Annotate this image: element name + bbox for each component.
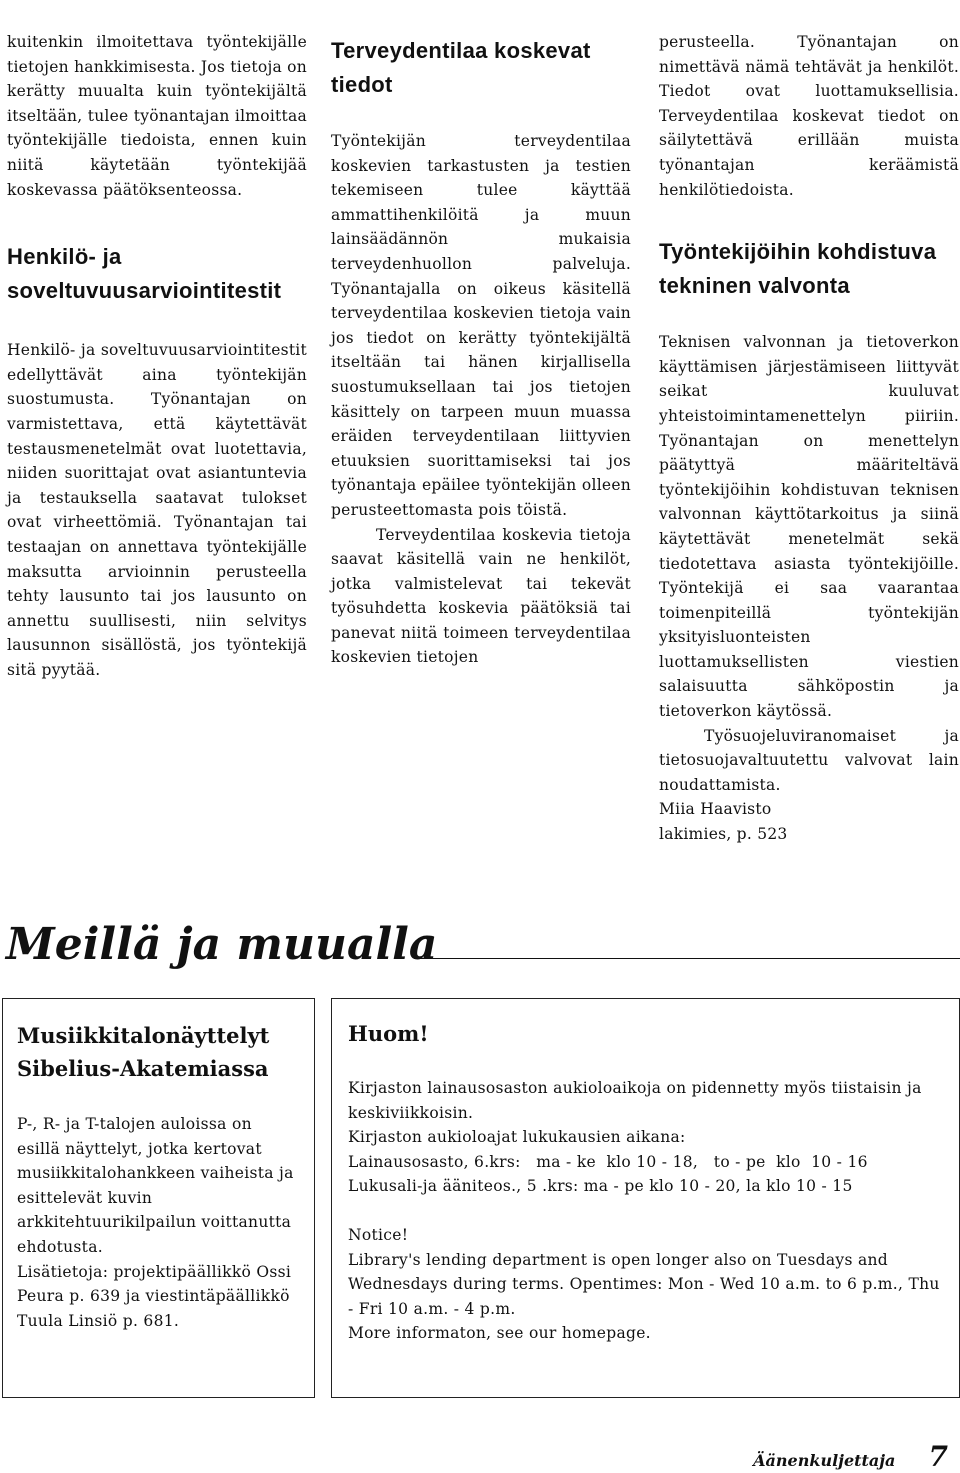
box-text: Library's lending department is open longer also on Tuesdays and Wednesdays during terms. Opentimes: Mon - Wed 10 a.m. to 6 p.m., Thu - Fri 10 a.m. - 4 p.m. — [348, 1250, 940, 1318]
paragraph: kuitenkin ilmoitettava työntekijälle tietojen hankkimisesta. Jos tietoja on kerätty muualta kuin työntekijältä itseltään, tulee työnantajan ilmoittaa työntekijälle tiedoista, ennen kuin niitä käytetään työntekijää koskevassa päätöksenteossa. — [7, 33, 307, 199]
box-text: More informaton, see our homepage. — [348, 1324, 651, 1343]
library-notice-box — [331, 998, 960, 1398]
box-text: Lainausosasto, 6.krs: ma - ke klo 10 - 18, to - pe klo 10 - 16 — [348, 1152, 868, 1171]
box-text: Kirjaston aukioloajat lukukausien aikana: — [348, 1128, 686, 1147]
section-heading: Henkilö- ja soveltuvuusarviointitestit — [7, 244, 282, 304]
paragraph: Terveydentilaa koskevia tietoja saavat käsitellä vain ne henkilöt, jotka valmistelevat tai tekevät työsuhdetta koskevia päätöksiä tai panevat niitä toimeen terveydentilaa koskevien tietojen — [331, 525, 631, 667]
exhibition-box — [2, 998, 315, 1398]
author-role: lakimies, p. 523 — [659, 825, 788, 844]
paragraph: perusteella. Työnantajan on nimettävä nämä tehtävät ja henkilöt. Tiedot ovat luottamuksellisia. Terveydentilaa koskevat tiedot on säilytettävä erillään muista työnantajan keräämistä henkilötiedoista. — [659, 33, 959, 199]
article-column-3 — [659, 30, 959, 847]
paragraph: Työsuojeluviranomaiset ja tietosuojavaltuutettu valvovat lain noudattamista. — [659, 726, 959, 794]
section-title: Meillä ja muualla — [6, 919, 438, 970]
paragraph: Työntekijän terveydentilaa koskevien tarkastusten ja testien tekemiseen tulee käyttää ammattihenkilöitä ja muun lainsäädännön mukaisia terveydenhuollon palveluja. Työnantajalla on oikeus käsitellä terveydentilaa koskevien tietoja vain jos tiedot on kerätty työntekijältä itseltään tai hänen kirjallisella suostumuksellaan tai jos tietojen käsittely on tarpeen muun muassa eräiden terveydentilaan liittyvien etuuksien suorittamiseksi tai jos työnantaja epäilee työntekijän olleen perusteettomasta pois töistä. — [331, 132, 631, 519]
notice-label: Notice! — [348, 1225, 409, 1244]
box-text: P-, R- ja T-talojen auloissa on esillä näyttelyt, jotka kertovat musiikkitalohankkeen vaiheista ja esittelevät kuvin arkkitehtuurikilpailun voittanutta ehdotusta. — [17, 1115, 294, 1256]
box-contact: Lisätietoja: projektipäällikkö Ossi Peura p. 639 ja viestintäpäällikkö Tuula Linsiö p. 681. — [17, 1262, 292, 1330]
article-column-1 — [7, 30, 307, 682]
article-column-2 — [331, 30, 631, 670]
section-heading: Terveydentilaa koskevat tiedot — [331, 38, 591, 97]
author-name: Miia Haavisto — [659, 800, 772, 819]
page-footer — [753, 1440, 948, 1473]
box-text: Lukusali-ja ääniteos., 5 .krs: ma - pe klo 10 - 20, la klo 10 - 15 — [348, 1177, 853, 1196]
spacer — [348, 1199, 943, 1223]
page-number: 7 — [928, 1440, 948, 1473]
paragraph: Henkilö- ja soveltuvuusarviointitestit edellyttävät aina työntekijän suostumusta. Työnantajan on varmistettava, että käytettävät testausmenetelmät ovat luotettavia, niiden suorittajat ovat asiantuntevia ja testauksella saatavat tulokset ovat virheettömiä. Työnantajan tai testaajan on annettava työntekijälle maksutta arvioinnin perusteella tehty lausunto tai jos lausunto on annettu suullisesti, niin selvitys lausunnon sisällöstä, jos työntekijä sitä pyytää. — [7, 341, 307, 679]
section-divider — [414, 958, 960, 959]
box-title: Musiikkitalonäyttelyt Sibelius-Akatemiassa — [17, 1023, 270, 1081]
box-text: Kirjaston lainausosaston aukioloaikoja on pidennetty myös tiistaisin ja keskiviikkoisin. — [348, 1079, 922, 1122]
magazine-name: Äänenkuljettaja — [753, 1451, 896, 1470]
section-heading: Työntekijöihin kohdistuva tekninen valvonta — [659, 239, 937, 299]
box-title: Huom! — [348, 1021, 429, 1046]
paragraph: Teknisen valvonnan ja tietoverkon käyttämisen järjestämiseen liittyvät seikat kuuluvat yhteistoimintamenettelyn piiriin. Työnantajan on menettelyn päätyttyä määriteltävä työntekijöihin kohdistuvan teknisen valvonnan käyttötarkoitus ja siinä käytettävät menetelmät sekä tiedotettava asiasta työntekijöille. Työntekijä ei saa vaarantaa toimenpiteillä työntekijän yksityisluonteisten luottamuksellisten viestien salaisuutta sähköpostin ja tietoverkon käytössä. — [659, 333, 959, 721]
